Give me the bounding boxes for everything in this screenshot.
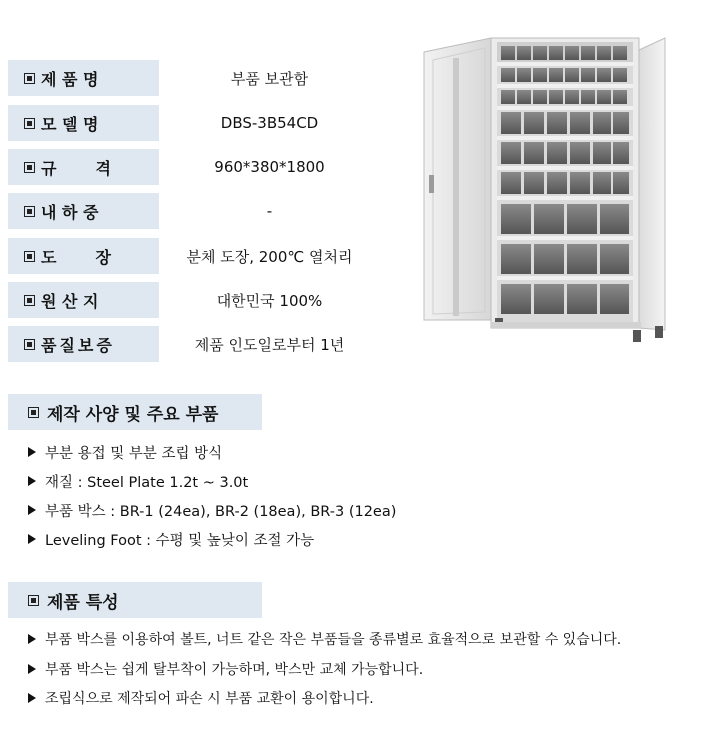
spec-label: 제 품 명	[41, 69, 99, 89]
triangle-right-icon	[28, 634, 36, 644]
spec-row-size	[8, 149, 380, 185]
list-item-text: Leveling Foot : 수평 및 높낮이 조절 가능	[45, 532, 315, 549]
triangle-right-icon	[28, 505, 36, 515]
spec-label: 품질보증	[41, 335, 115, 355]
spec-label: 규 격	[41, 158, 111, 178]
list-item-text: 부품 박스는 쉽게 탈부착이 가능하며, 박스만 교체 가능합니다.	[45, 662, 424, 678]
spec-value: 분체 도장, 200℃ 열처리	[186, 247, 353, 266]
cabinet-product-image	[387, 30, 725, 382]
square-box-icon	[28, 595, 39, 606]
square-box-icon	[24, 251, 35, 262]
spec-value: -	[266, 202, 273, 220]
square-box-icon	[24, 295, 35, 306]
spec-row-model	[8, 105, 380, 141]
section-header-specs	[8, 394, 262, 430]
spec-label-cell	[8, 105, 159, 141]
triangle-right-icon	[28, 447, 36, 457]
square-box-icon	[24, 339, 35, 350]
list-item	[28, 528, 314, 550]
spec-label: 원 산 지	[41, 291, 99, 311]
spec-value: 제품 인도일로부터 1년	[194, 335, 345, 354]
spec-label-cell	[8, 149, 159, 185]
list-item-text: 부분 용접 및 부분 조립 방식	[45, 445, 223, 462]
section-title: 제품 특성	[47, 592, 119, 613]
spec-row-warranty	[8, 326, 380, 362]
square-box-icon	[24, 73, 35, 84]
section-title: 제작 사양 및 주요 부품	[47, 404, 219, 425]
spec-row-load	[8, 193, 380, 229]
list-item	[28, 499, 396, 521]
spec-row-origin	[8, 282, 380, 318]
list-item-text: 부품 박스를 이용하여 볼트, 너트 같은 작은 부품들을 종류별로 효율적으로 보관할 수 있습니다.	[45, 632, 622, 648]
list-item	[28, 470, 248, 492]
spec-label-cell	[8, 238, 159, 274]
triangle-right-icon	[28, 476, 36, 486]
list-item-text: 재질 : Steel Plate 1.2t ~ 3.0t	[45, 474, 249, 491]
spec-value: 부품 보관함	[230, 69, 309, 88]
square-box-icon	[24, 118, 35, 129]
spec-label: 모 델 명	[41, 114, 99, 134]
triangle-right-icon	[28, 664, 36, 674]
list-item	[28, 628, 621, 650]
spec-value: 960*380*1800	[214, 158, 325, 176]
spec-label-cell	[8, 282, 159, 318]
list-item-text: 조립식으로 제작되어 파손 시 부품 교환이 용이합니다.	[45, 691, 374, 707]
spec-label-cell	[8, 193, 159, 229]
spec-value: 대한민국 100%	[216, 291, 323, 310]
list-item	[28, 658, 423, 680]
spec-value: DBS-3B54CD	[220, 114, 319, 132]
spec-row-coating	[8, 238, 380, 274]
spec-label: 내 하 중	[41, 202, 99, 222]
triangle-right-icon	[28, 534, 36, 544]
list-item-text: 부품 박스 : BR-1 (24ea), BR-2 (18ea), BR-3 (12ea)	[45, 503, 397, 520]
spec-row-product-name	[8, 60, 380, 96]
section-header-features	[8, 582, 262, 618]
spec-label-cell	[8, 60, 159, 96]
list-item	[28, 441, 222, 463]
spec-label-cell	[8, 326, 159, 362]
square-box-icon	[24, 162, 35, 173]
triangle-right-icon	[28, 693, 36, 703]
square-box-icon	[28, 407, 39, 418]
spec-label: 도 장	[41, 247, 111, 267]
list-item	[28, 687, 374, 709]
square-box-icon	[24, 206, 35, 217]
